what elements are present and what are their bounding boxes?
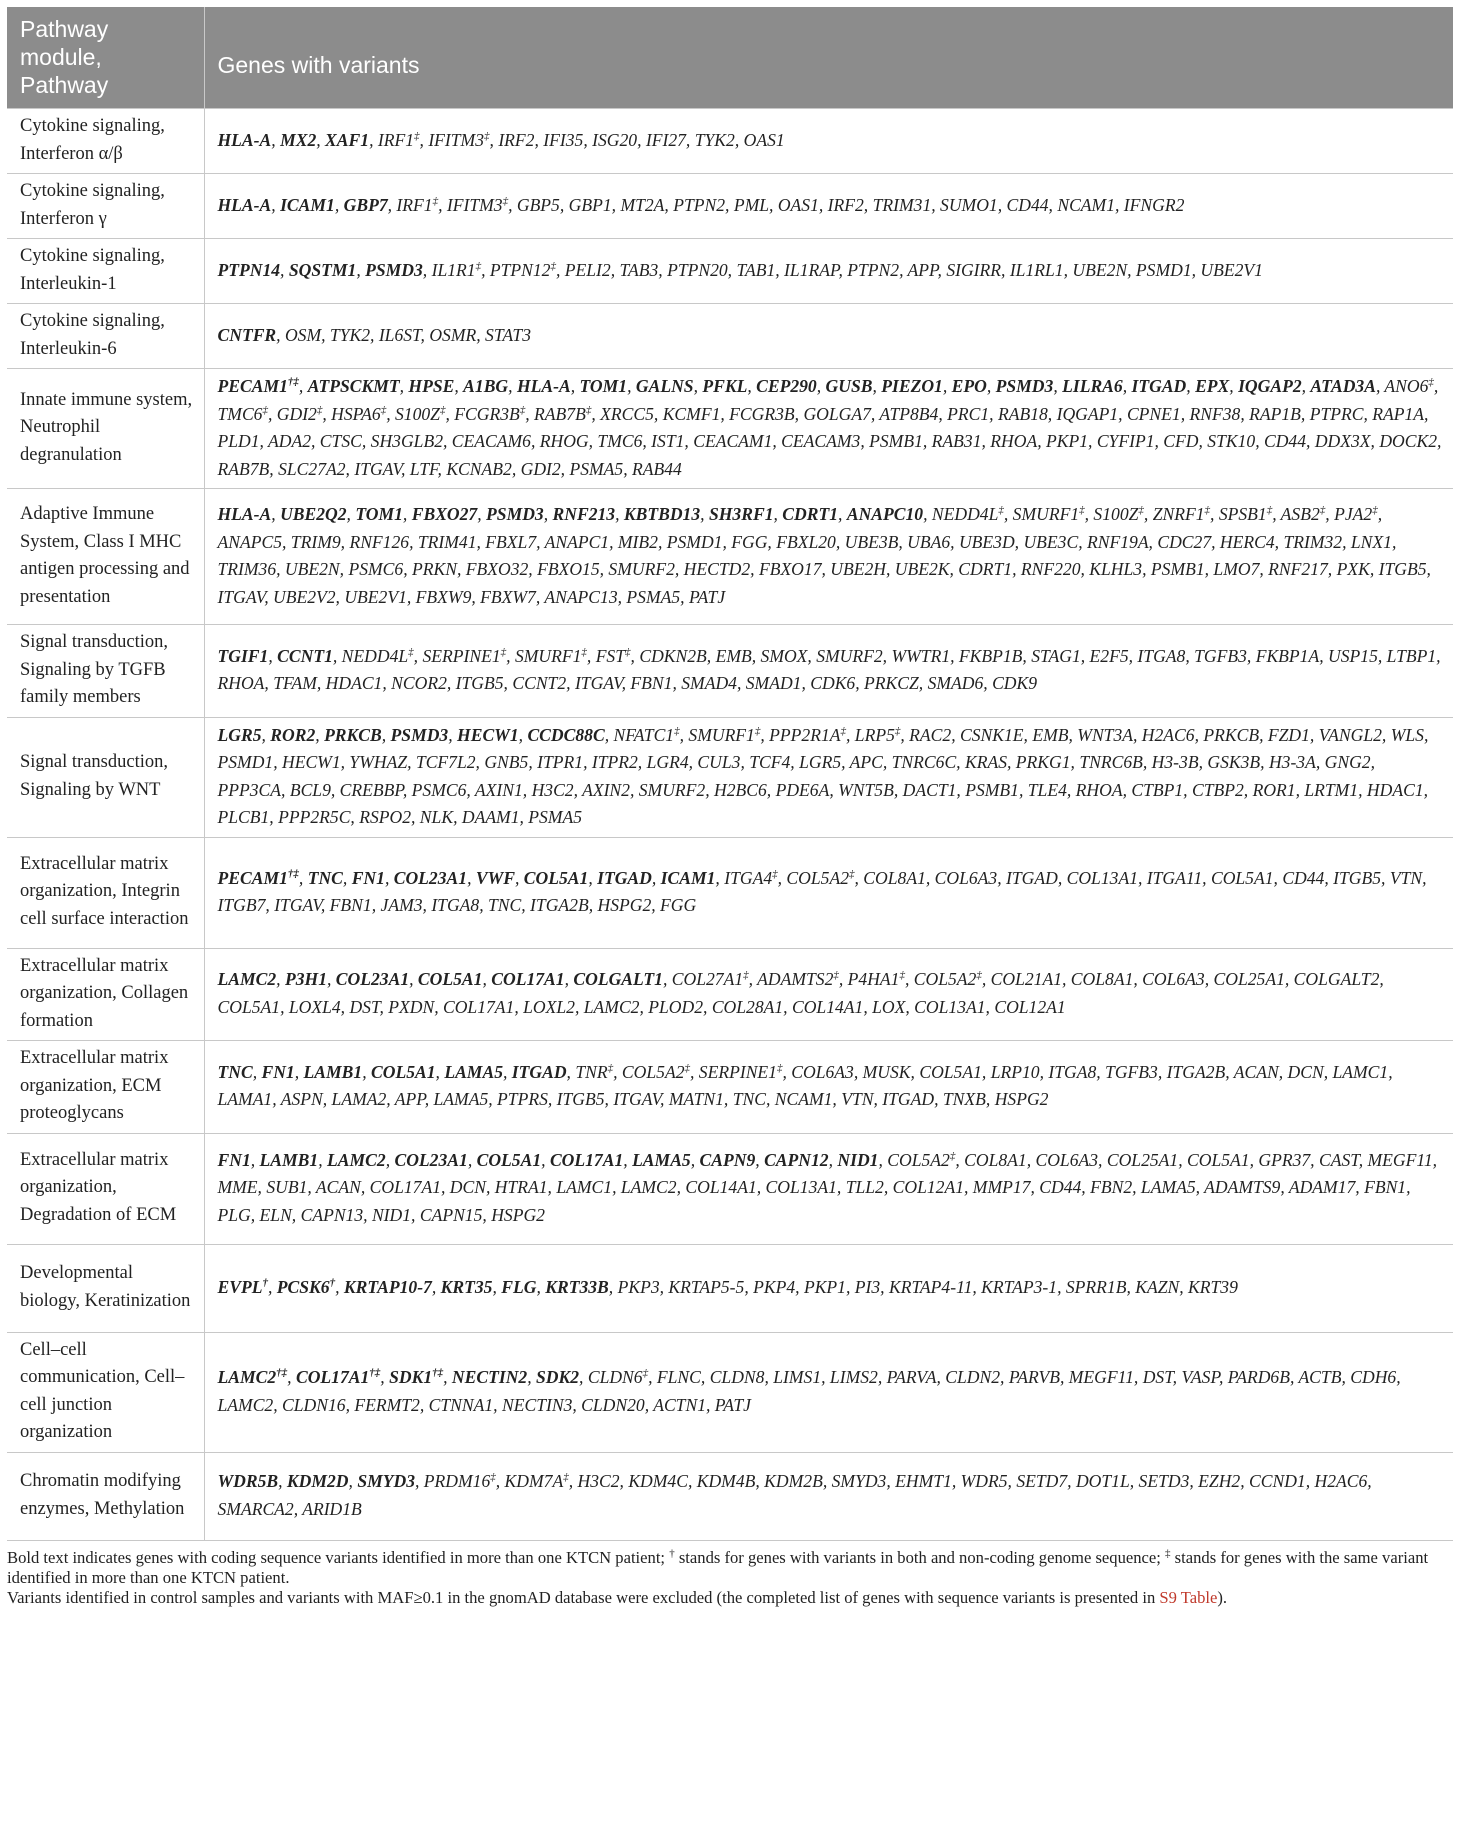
pathway-cell: Extracellular matrix organization, Integrin cell surface interaction	[7, 837, 204, 948]
pathway-cell: Chromatin modifying enzymes, Methylation	[7, 1452, 204, 1540]
genes-cell: PTPN14, SQSTM1, PSMD3, IL1R1‡, PTPN12‡, PELI2, TAB3, PTPN20, TAB1, IL1RAP, PTPN2, APP, SIGIRR, IL1RL1, UBE2N, PSMD1, UBE2V1	[204, 239, 1453, 304]
footnote-line-2	[7, 1588, 1453, 1608]
table-row	[7, 1041, 1453, 1134]
footnote-line-2-prefix: Variants identified in control samples and variants with MAF≥0.1 in the gnomAD database were excluded (the completed list of genes with sequence variants is presented in	[7, 1587, 1160, 1607]
pathway-cell: Extracellular matrix organization, Degradation of ECM	[7, 1133, 204, 1244]
pathway-cell: Cell–cell communication, Cell–cell junction organization	[7, 1332, 204, 1452]
genes-cell: HLA-A, MX2, XAF1, IRF1‡, IFITM3‡, IRF2, IFI35, ISG20, IFI27, TYK2, OAS1	[204, 109, 1453, 174]
pathway-cell: Developmental biology, Keratinization	[7, 1244, 204, 1332]
genes-cell: WDR5B, KDM2D, SMYD3, PRDM16‡, KDM7A‡, H3C2, KDM4C, KDM4B, KDM2B, SMYD3, EHMT1, WDR5, SETD7, DOT1L, SETD3, EZH2, CCND1, H2AC6, SMARCA2, ARID1B	[204, 1452, 1453, 1540]
genes-cell: LAMC2†‡, COL17A1†‡, SDK1†‡, NECTIN2, SDK2, CLDN6‡, FLNC, CLDN8, LIMS1, LIMS2, PARVA, CLDN2, PARVB, MEGF11, DST, VASP, PARD6B, ACTB, CDH6, LAMC2, CLDN16, FERMT2, CTNNA1, NECTIN3, CLDN20, ACTN1, PATJ	[204, 1332, 1453, 1452]
table-row	[7, 837, 1453, 948]
pathway-cell: Extracellular matrix organization, ECM proteoglycans	[7, 1041, 204, 1134]
table-row	[7, 489, 1453, 625]
genes-cell: LGR5, ROR2, PRKCB, PSMD3, HECW1, CCDC88C, NFATC1‡, SMURF1‡, PPP2R1A‡, LRP5‡, RAC2, CSNK1E, EMB, WNT3A, H2AC6, PRKCB, FZD1, VANGL2, WLS, PSMD1, HECW1, YWHAZ, TCF7L2, GNB5, ITPR1, ITPR2, LGR4, CUL3, TCF4, LGR5, APC, TNRC6C, KRAS, PRKG1, TNRC6B, H3-3B, GSK3B, H3-3A, GNG2, PPP3CA, BCL9, CREBBP, PSMC6, AXIN1, H3C2, AXIN2, SMURF2, H2BC6, PDE6A, WNT5B, DACT1, PSMB1, TLE4, RHOA, CTBP1, CTBP2, ROR1, LRTM1, HDAC1, PLCB1, PPP2R5C, RSPO2, NLK, DAAM1, PSMA5	[204, 717, 1453, 837]
header-genes: Genes with variants	[204, 7, 1453, 109]
s9-table-link[interactable]: S9 Table	[1159, 1587, 1218, 1607]
table-row	[7, 717, 1453, 837]
table-body	[7, 109, 1453, 1541]
pathway-cell: Signal transduction, Signaling by WNT	[7, 717, 204, 837]
table-row	[7, 174, 1453, 239]
table-row	[7, 109, 1453, 174]
pathway-genes-table	[7, 7, 1453, 1541]
gene-variants-table-document	[7, 7, 1453, 1608]
table-row	[7, 625, 1453, 718]
header-pathway: Pathway module, Pathway	[7, 7, 204, 109]
table-row	[7, 239, 1453, 304]
table-row	[7, 1244, 1453, 1332]
genes-cell: TGIF1, CCNT1, NEDD4L‡, SERPINE1‡, SMURF1‡, FST‡, CDKN2B, EMB, SMOX, SMURF2, WWTR1, FKBP1B, STAG1, E2F5, ITGA8, TGFB3, FKBP1A, USP15, LTBP1, RHOA, TFAM, HDAC1, NCOR2, ITGB5, CCNT2, ITGAV, FBN1, SMAD4, SMAD1, CDK6, PRKCZ, SMAD6, CDK9	[204, 625, 1453, 718]
genes-cell: LAMC2, P3H1, COL23A1, COL5A1, COL17A1, COLGALT1, COL27A1‡, ADAMTS2‡, P4HA1‡, COL5A2‡, COL21A1, COL8A1, COL6A3, COL25A1, COLGALT2, COL5A1, LOXL4, DST, PXDN, COL17A1, LOXL2, LAMC2, PLOD2, COL28A1, COL14A1, LOX, COL13A1, COL12A1	[204, 948, 1453, 1041]
genes-cell: EVPL†, PCSK6†, KRTAP10-7, KRT35, FLG, KRT33B, PKP3, KRTAP5-5, PKP4, PKP1, PI3, KRTAP4-11, KRTAP3-1, SPRR1B, KAZN, KRT39	[204, 1244, 1453, 1332]
genes-cell: CNTFR, OSM, TYK2, IL6ST, OSMR, STAT3	[204, 304, 1453, 369]
pathway-cell: Cytokine signaling, Interferon γ	[7, 174, 204, 239]
pathway-cell: Innate immune system, Neutrophil degranulation	[7, 369, 204, 489]
pathway-cell: Cytokine signaling, Interleukin-6	[7, 304, 204, 369]
table-row	[7, 1133, 1453, 1244]
genes-cell: FN1, LAMB1, LAMC2, COL23A1, COL5A1, COL17A1, LAMA5, CAPN9, CAPN12, NID1, COL5A2‡, COL8A1, COL6A3, COL25A1, COL5A1, GPR37, CAST, MEGF11, MME, SUB1, ACAN, COL17A1, DCN, HTRA1, LAMC1, LAMC2, COL14A1, COL13A1, TLL2, COL12A1, MMP17, CD44, FBN2, LAMA5, ADAMTS9, ADAM17, FBN1, PLG, ELN, CAPN13, NID1, CAPN15, HSPG2	[204, 1133, 1453, 1244]
table-row	[7, 948, 1453, 1041]
table-row	[7, 1452, 1453, 1540]
pathway-cell: Signal transduction, Signaling by TGFB family members	[7, 625, 204, 718]
table-row	[7, 1332, 1453, 1452]
table-header-row	[7, 7, 1453, 109]
genes-cell: PECAM1†‡, ATPSCKMT, HPSE, A1BG, HLA-A, TOM1, GALNS, PFKL, CEP290, GUSB, PIEZO1, EPO, PSMD3, LILRA6, ITGAD, EPX, IQGAP2, ATAD3A, ANO6‡, TMC6‡, GDI2‡, HSPA6‡, S100Z‡, FCGR3B‡, RAB7B‡, XRCC5, KCMF1, FCGR3B, GOLGA7, ATP8B4, PRC1, RAB18, IQGAP1, CPNE1, RNF38, RAP1B, PTPRC, RAP1A, PLD1, ADA2, CTSC, SH3GLB2, CEACAM6, RHOG, TMC6, IST1, CEACAM1, CEACAM3, PSMB1, RAB31, RHOA, PKP1, CYFIP1, CFD, STK10, CD44, DDX3X, DOCK2, RAB7B, SLC27A2, ITGAV, LTF, KCNAB2, GDI2, PSMA5, RAB44	[204, 369, 1453, 489]
table-row	[7, 304, 1453, 369]
genes-cell: TNC, FN1, LAMB1, COL5A1, LAMA5, ITGAD, TNR‡, COL5A2‡, SERPINE1‡, COL6A3, MUSK, COL5A1, LRP10, ITGA8, TGFB3, ITGA2B, ACAN, DCN, LAMC1, LAMA1, ASPN, LAMA2, APP, LAMA5, PTPRS, ITGB5, ITGAV, MATN1, TNC, NCAM1, VTN, ITGAD, TNXB, HSPG2	[204, 1041, 1453, 1134]
footnote-line-1: Bold text indicates genes with coding sequence variants identified in more than one KTCN patient; † stands for genes with variants in both and non-coding genome sequence; ‡ stands for genes with the same variant identified in more than one KTCN patient.	[7, 1546, 1429, 1587]
pathway-cell: Cytokine signaling, Interferon α/β	[7, 109, 204, 174]
pathway-cell: Cytokine signaling, Interleukin-1	[7, 239, 204, 304]
pathway-cell: Adaptive Immune System, Class I MHC antigen processing and presentation	[7, 489, 204, 625]
genes-cell: PECAM1†‡, TNC, FN1, COL23A1, VWF, COL5A1, ITGAD, ICAM1, ITGA4‡, COL5A2‡, COL8A1, COL6A3, ITGAD, COL13A1, ITGA11, COL5A1, CD44, ITGB5, VTN, ITGB7, ITGAV, FBN1, JAM3, ITGA8, TNC, ITGA2B, HSPG2, FGG	[204, 837, 1453, 948]
genes-cell: HLA-A, UBE2Q2, TOM1, FBXO27, PSMD3, RNF213, KBTBD13, SH3RF1, CDRT1, ANAPC10, NEDD4L‡, SMURF1‡, S100Z‡, ZNRF1‡, SPSB1‡, ASB2‡, PJA2‡, ANAPC5, TRIM9, RNF126, TRIM41, FBXL7, ANAPC1, MIB2, PSMD1, FGG, FBXL20, UBE3B, UBA6, UBE3D, UBE3C, RNF19A, CDC27, HERC4, TRIM32, LNX1, TRIM36, UBE2N, PSMC6, PRKN, FBXO32, FBXO15, SMURF2, HECTD2, FBXO17, UBE2H, UBE2K, CDRT1, RNF220, KLHL3, PSMB1, LMO7, RNF217, PXK, ITGB5, ITGAV, UBE2V2, UBE2V1, FBXW9, FBXW7, ANAPC13, PSMA5, PATJ	[204, 489, 1453, 625]
table-footnote	[7, 1548, 1453, 1608]
table-row	[7, 369, 1453, 489]
footnote-line-2-suffix: ).	[1217, 1587, 1228, 1607]
pathway-cell: Extracellular matrix organization, Collagen formation	[7, 948, 204, 1041]
genes-cell: HLA-A, ICAM1, GBP7, IRF1‡, IFITM3‡, GBP5, GBP1, MT2A, PTPN2, PML, OAS1, IRF2, TRIM31, SUMO1, CD44, NCAM1, IFNGR2	[204, 174, 1453, 239]
